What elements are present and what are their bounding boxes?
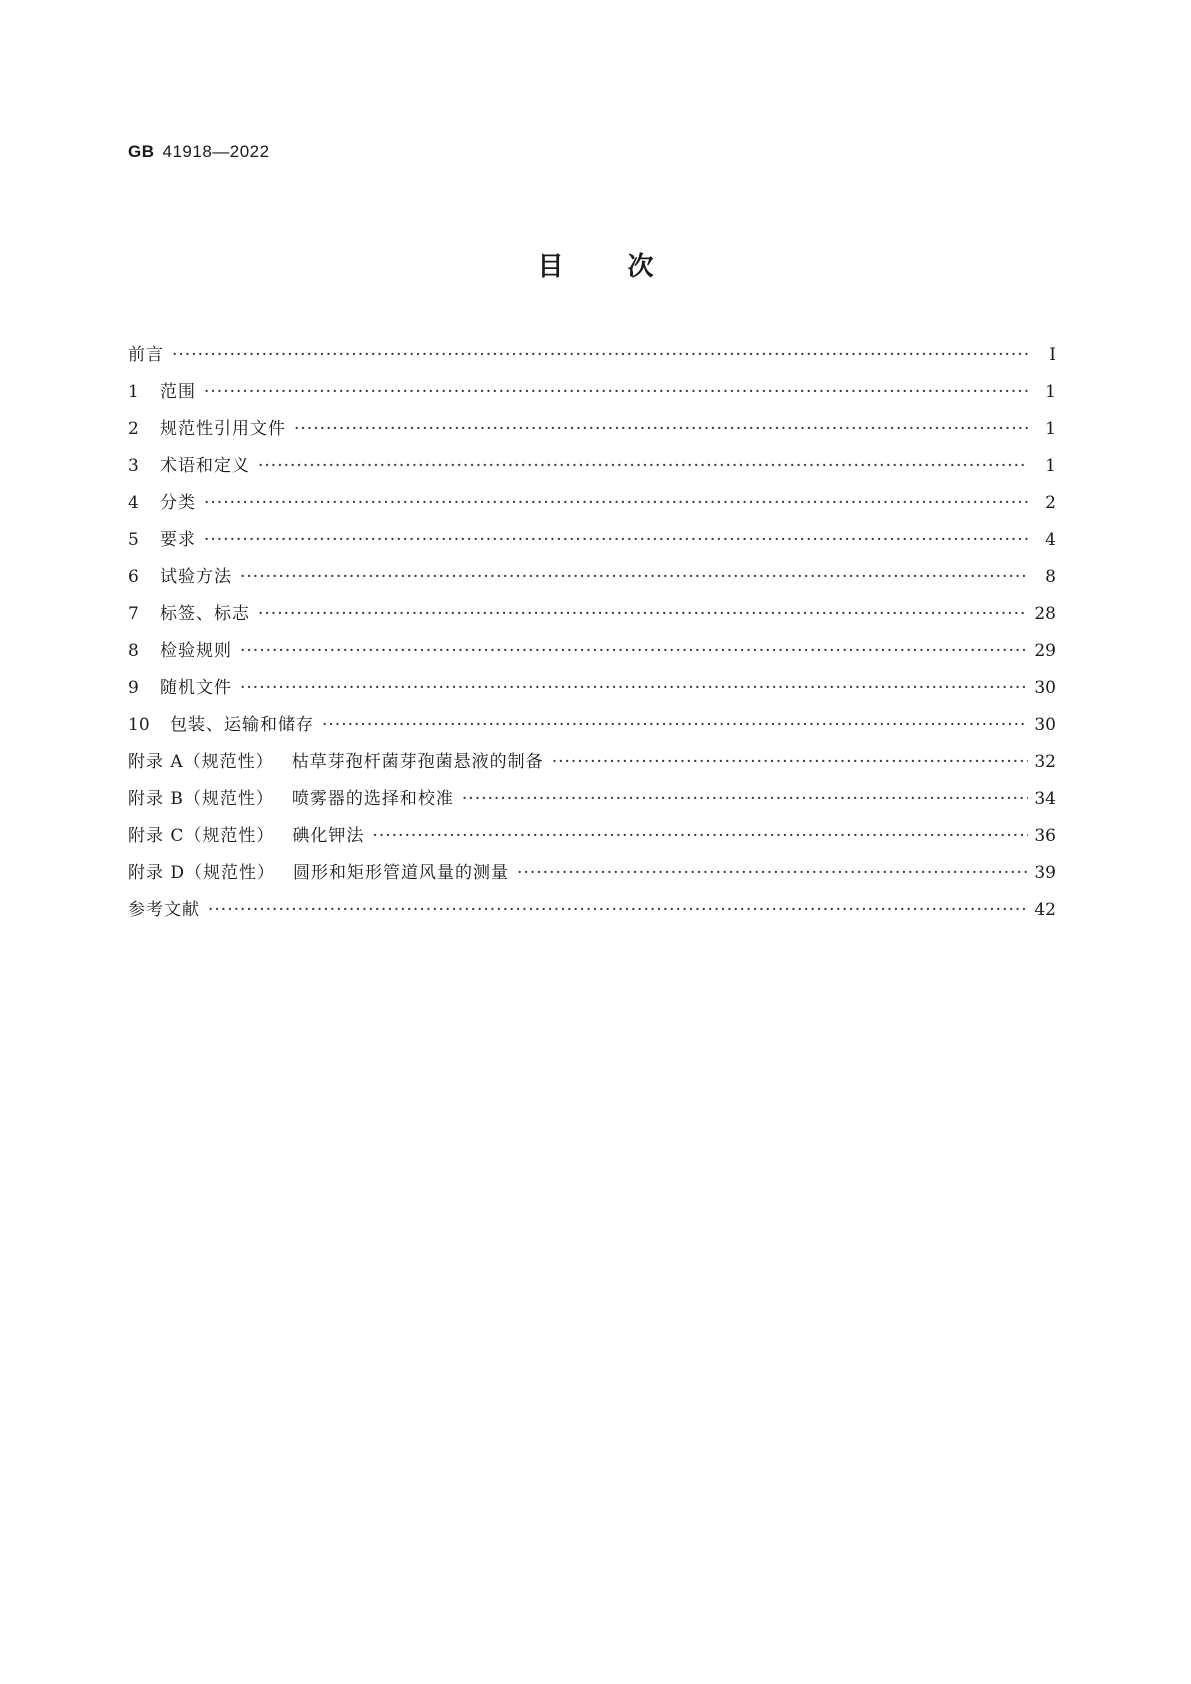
toc-entry-8[interactable] <box>128 636 1056 673</box>
toc-entry-page: 28 <box>1034 604 1056 624</box>
toc-entry-bibliography[interactable] <box>128 895 1056 932</box>
toc-entry-appendix-a[interactable] <box>128 747 1056 784</box>
toc-entry-5[interactable] <box>128 525 1056 562</box>
toc-leader-dots <box>517 863 1028 883</box>
toc-leader-dots <box>240 678 1028 698</box>
toc-entry-appendix-d[interactable] <box>128 858 1056 895</box>
toc-entry-foreword[interactable] <box>128 340 1056 377</box>
toc-entry-label: 要求 <box>160 530 196 550</box>
toc-entry-page: 1 <box>1045 419 1056 439</box>
toc-entry-page: 1 <box>1045 382 1056 402</box>
toc-leader-dots <box>172 345 1028 365</box>
standard-number: 41918—2022 <box>162 142 270 161</box>
toc-entry-label: 参考文献 <box>128 900 200 920</box>
toc-entry-7[interactable] <box>128 599 1056 636</box>
page-title-char-1: 目 <box>537 252 564 282</box>
toc-leader-dots <box>204 493 1028 513</box>
toc-leader-dots <box>204 530 1028 550</box>
toc-entry-1[interactable] <box>128 377 1056 414</box>
toc-entry-label: 随机文件 <box>160 678 232 698</box>
toc-entry-3[interactable] <box>128 451 1056 488</box>
toc-leader-dots <box>240 641 1028 661</box>
toc-entry-page: 30 <box>1034 715 1056 735</box>
toc-entry-label: 试验方法 <box>160 567 232 587</box>
toc-entry-label: 标签、标志 <box>160 604 250 624</box>
page-title <box>0 246 1191 283</box>
toc-entry-page: 34 <box>1034 789 1056 809</box>
toc-entry-label: 检验规则 <box>160 641 232 661</box>
toc-entry-number: 5 <box>128 530 139 550</box>
toc-leader-dots <box>240 567 1028 587</box>
toc-leader-dots <box>462 789 1028 809</box>
toc-entry-label: 分类 <box>160 493 196 513</box>
toc-entry-label: 包装、运输和储存 <box>170 715 314 735</box>
toc-entry-page: 29 <box>1034 641 1056 661</box>
toc-entry-page: 30 <box>1034 678 1056 698</box>
toc-entry-label: 规范性引用文件 <box>160 419 286 439</box>
toc-entry-appendix-c[interactable] <box>128 821 1056 858</box>
toc-leader-dots <box>258 456 1028 476</box>
toc-entry-page: 8 <box>1045 567 1056 587</box>
toc-entry-9[interactable] <box>128 673 1056 710</box>
toc-entry-label: 圆形和矩形管道风量的测量 <box>293 863 510 883</box>
toc-entry-page: 36 <box>1034 826 1056 846</box>
toc-entry-6[interactable] <box>128 562 1056 599</box>
toc-entry-label: 枯草芽孢杆菌芽孢菌悬液的制备 <box>291 752 544 772</box>
toc-entry-label: 术语和定义 <box>160 456 250 476</box>
toc-entry-label: 碘化钾法 <box>292 826 365 846</box>
toc-entry-2[interactable] <box>128 414 1056 451</box>
toc-leader-dots <box>294 419 1028 439</box>
toc-leader-dots <box>258 604 1028 624</box>
standard-prefix: GB <box>128 142 155 161</box>
toc-entry-appendix-b[interactable] <box>128 784 1056 821</box>
toc-entry-10[interactable] <box>128 710 1056 747</box>
toc-entry-page: 2 <box>1045 493 1056 513</box>
toc-leader-dots <box>372 826 1028 846</box>
toc-entry-page: 4 <box>1045 530 1056 550</box>
table-of-contents <box>128 340 1056 932</box>
toc-entry-number: 6 <box>128 567 139 587</box>
toc-entry-number: 8 <box>128 641 139 661</box>
page-title-char-2: 次 <box>627 252 654 282</box>
toc-entry-number: 10 <box>128 715 150 735</box>
toc-entry-number: 7 <box>128 604 139 624</box>
toc-entry-label: 喷雾器的选择和校准 <box>291 789 454 809</box>
toc-appendix-prefix: 附录 C（规范性） <box>128 826 275 846</box>
toc-entry-number: 3 <box>128 456 139 476</box>
toc-leader-dots <box>208 900 1028 920</box>
toc-entry-page: 1 <box>1045 456 1056 476</box>
toc-entry-page: 39 <box>1034 863 1056 883</box>
toc-entry-page: Ⅰ <box>1049 345 1056 365</box>
toc-appendix-prefix: 附录 B（规范性） <box>128 789 274 809</box>
standard-identifier <box>128 142 270 162</box>
toc-entry-page: 42 <box>1034 900 1056 920</box>
toc-entry-label: 范围 <box>160 382 196 402</box>
toc-entry-number: 4 <box>128 493 139 513</box>
toc-leader-dots <box>552 752 1028 772</box>
toc-entry-page: 32 <box>1034 752 1056 772</box>
toc-entry-number: 9 <box>128 678 139 698</box>
toc-entry-4[interactable] <box>128 488 1056 525</box>
toc-entry-label: 前言 <box>128 345 164 365</box>
toc-entry-number: 1 <box>128 382 139 402</box>
toc-appendix-prefix: 附录 D（规范性） <box>128 863 276 883</box>
toc-entry-number: 2 <box>128 419 139 439</box>
toc-appendix-prefix: 附录 A（规范性） <box>128 752 274 772</box>
toc-leader-dots <box>322 715 1028 735</box>
toc-leader-dots <box>204 382 1028 402</box>
